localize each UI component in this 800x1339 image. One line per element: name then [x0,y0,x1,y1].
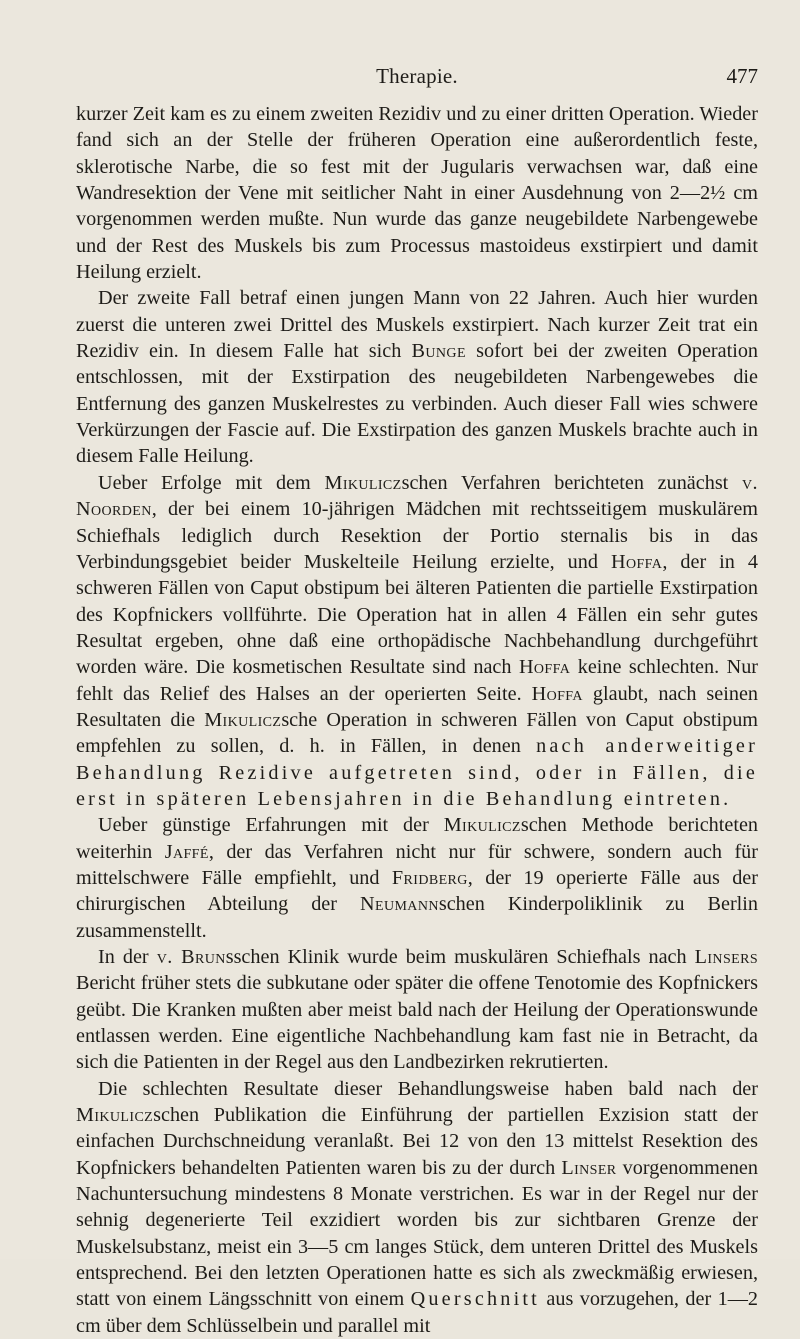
author-name: v. Brun [156,946,226,968]
text-run: glaubt, nach seinen Resultaten die [76,682,758,731]
text-run: Der zweite Fall betraf einen jungen Mann von 22 Jahren. Auch hier wurden zuerst die unteren zwei Drittel des Muskels exstirpiert. Nach kurzer Zeit trat ein Rezidiv ein. In diesem Falle hat sich [76,287,758,363]
paragraph [76,944,758,1076]
author-name: Linsers [694,946,759,968]
author-name: Mikulicz [443,814,521,837]
text-run: , der 19 operierte Fälle aus der chirurgischen Abteilung der [76,866,758,916]
text-run: In der [98,946,157,968]
text-run: kurzer Zeit kam es zu einem zweiten Rezidiv und zu einer dritten Operation. Wieder fand sich an der Stelle der früheren Operation eine außerordentlich feste, sklerotische Narbe, die so fest mit der Jugularis verwachsen war, daß eine Wandresektion der Vene mit seitlicher Naht in einer Ausdehnung von 2—2½ cm vorgenommen werden mußte. Nun wurde das ganze neugebildete Narbengewebe und der Rest des Muskels bis zum Processus mastoideus exstirpiert und damit Heilung erzielt. [76,103,758,284]
author-name: Bunge [411,340,466,363]
author-name: Linser [561,1156,617,1179]
text-run: aus vorzugehen, der 1—2 cm über dem Schlüsselbein und parallel mit [76,1288,758,1337]
author-name: Mikulicz [76,1104,154,1127]
text-run: Die schlechten Resultate dieser Behandlungsweise haben bald nach der [98,1077,758,1100]
author-name: v. Noorden [76,471,758,521]
author-name: Jaffé [164,840,209,863]
text-run: vorgenommenen Nachuntersuchung mindestens 8 Monate verstrichen. Es war in der Regel nur der sehnig degenerierte Teil exzidiert worden bis zur sichtbaren Grenze der Muskelsubstanz, meist ein 3—5 cm langes Stück, dem unteren Drittel des Muskels entsprechend. Bei den letzten Operationen hatte es sich als zweckmäßig erwiesen, statt von einem Längsschnitt von einem [76,1156,758,1311]
text-run: schen Kinderpoliklinik zu Berlin zusammenstellt. [76,893,758,942]
paragraph [76,812,758,944]
paragraph [76,470,758,812]
text-run: sschen Klinik wurde beim muskulären Schiefhals nach [225,946,695,968]
paragraph [76,1076,758,1339]
text-run: schen Methode berichteten weiterhin [76,814,758,863]
author-name: Neumann [360,893,439,916]
text-run: schen Verfahren berichteten zunächst [401,471,743,494]
author-name: Mikulicz [204,708,282,731]
author-name: Hoffa [610,550,663,573]
text-run: sche Operation in schweren Fällen von Caput obstipum empfehlen zu sollen, d. h. in Fällen, in denen [76,708,758,758]
text-run: keine schlechten. Nur fehlt das Relief des Halses an der operierten Seite. [76,656,759,705]
text-run: , der das Verfahren nicht nur für schwere, sondern auch für mittelschwere Fälle empfiehlt, und [76,840,758,889]
author-name: Mikulicz [324,471,402,494]
text-run: , der in 4 schweren Fällen von Caput obstipum bei älteren Patienten die partielle Exstirpation des Kopfnickers vollführte. Die Operation hat in allen 4 Fällen ein sehr gutes Resultat ergeben, ohne daß eine orthopädische Nachbehandlung durchgeführt worden wäre. Die kosmetischen Resultate sind nach [76,550,758,679]
emphasized-text: nach anderweitiger Behandlung Rezidive aufgetreten sind, oder in Fällen, die erst in späteren Lebensjahren in die Behandlung eintreten. [76,735,758,810]
body-text [76,101,758,1339]
paragraph [76,285,758,469]
text-run: schen Publikation die Einführung der partiellen Exzision statt der einfachen Durchschneidung veranlaßt. Bei 12 von den 13 mittelst Resektion des Kopfnickers behandelten Patienten waren bis zu der durch [76,1104,758,1179]
text-run: Ueber günstige Erfahrungen mit der [98,814,444,837]
page-number: 477 [726,64,758,88]
running-head [76,64,758,94]
emphasized-text: Querschnitt [410,1288,540,1311]
author-name: Hoffa [518,656,571,679]
text-run: sofort bei der zweiten Operation entschlossen, mit der Exstirpation des neugebildeten Narbengewebes die Entfernung des ganzen Muskelrestes zu verbinden. Auch dieser Fall wies schwere Verkürzungen der Fascie auf. Die Exstirpation des ganzen Muskels brachte auch in diesem Falle Heilung. [76,340,759,468]
text-run: Ueber Erfolge mit dem [98,471,325,494]
paragraph [76,101,758,285]
text-run: , der bei einem 10-jährigen Mädchen mit rechtsseitigem muskulärem Schiefhals lediglich durch Resektion der Portio sternalis bis in das Verbindungsgebiet beider Muskelteile Heilung erzielte, und [76,498,758,573]
author-name: Fridberg [391,866,468,889]
text-run: Bericht früher stets die subkutane oder später die offene Tenotomie des Kopfnickers geübt. Die Kranken mußten aber meist bald nach der Heilung der Operationswunde entlassen werden. Eine eigentliche Nachbehandlung kam fast nie in Betracht, da sich die Patienten in der Regel aus den Landbezirken rekrutierten. [76,972,758,1074]
author-name: Hoffa [531,682,583,705]
running-head-title: Therapie. [376,64,458,88]
